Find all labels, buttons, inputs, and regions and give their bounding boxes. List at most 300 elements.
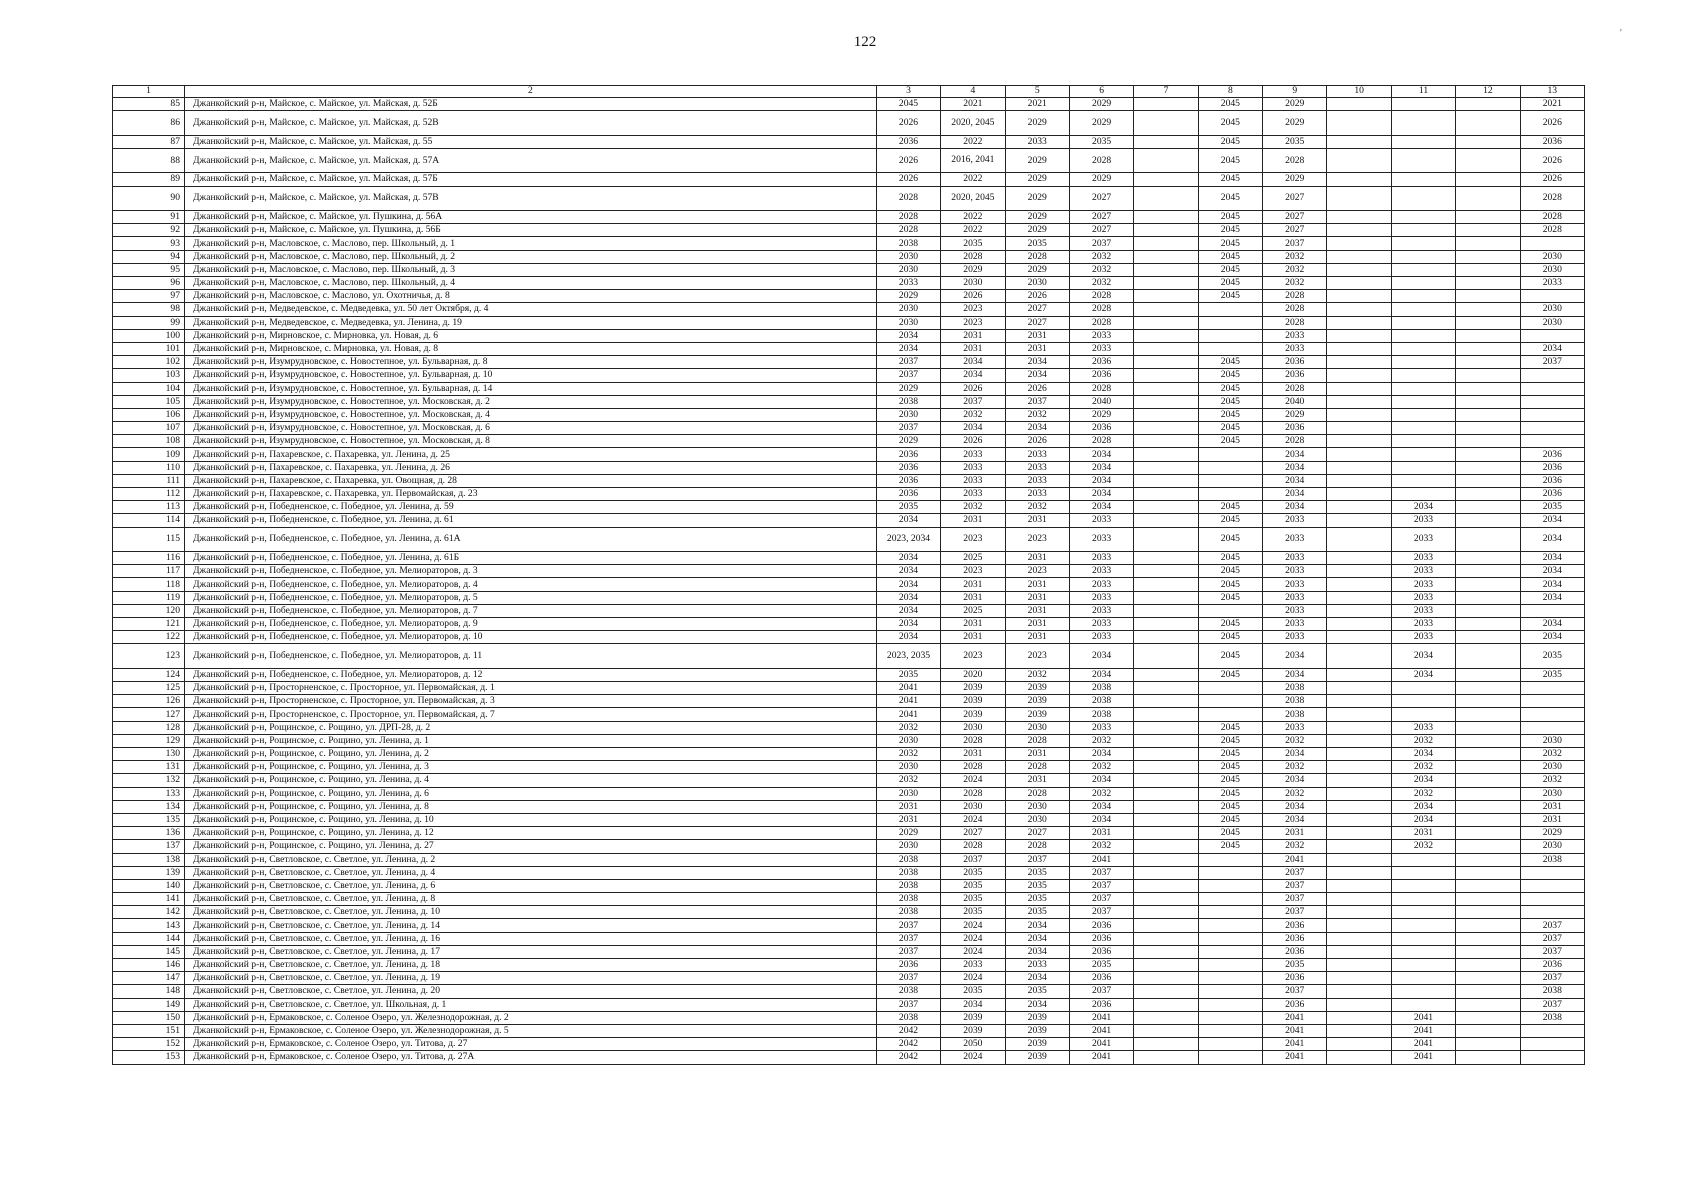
year-cell-col-11: 2033 [1391, 631, 1455, 644]
address-cell: Джанкойский р-н, Ермаковское, с. Соленое Озеро, ул. Железнодорожная, д. 2 [185, 1011, 877, 1024]
year-cell-col-5: 2030 [1005, 813, 1069, 826]
row-number-cell: 88 [113, 148, 185, 173]
year-cell-col-9: 2033 [1263, 342, 1327, 355]
year-cell-col-5: 2027 [1005, 303, 1069, 316]
row-number-cell: 143 [113, 919, 185, 932]
year-cell-col-8 [1198, 985, 1262, 998]
year-cell-col-7 [1134, 290, 1198, 303]
table-row [113, 906, 1585, 919]
year-cell-col-6: 2035 [1069, 135, 1133, 148]
year-cell-col-11: 2041 [1391, 1051, 1455, 1064]
column-number-1: 1 [113, 86, 185, 98]
year-cell-col-13: 2036 [1520, 959, 1584, 972]
year-cell-col-4: 2023 [941, 565, 1005, 578]
year-cell-col-4: 2030 [941, 800, 1005, 813]
address-cell: Джанкойский р-н, Светловское, с. Светлое, ул. Ленина, д. 4 [185, 866, 877, 879]
year-cell-col-7 [1134, 277, 1198, 290]
address-cell: Джанкойский р-н, Пахаревское, с. Пахаревка, ул. Ленина, д. 25 [185, 448, 877, 461]
year-cell-col-12 [1456, 514, 1520, 527]
year-cell-col-11 [1391, 959, 1455, 972]
year-cell-col-4: 2033 [941, 474, 1005, 487]
year-cell-col-5: 2034 [1005, 369, 1069, 382]
column-number-8: 8 [1198, 86, 1262, 98]
year-cell-col-9: 2034 [1263, 488, 1327, 501]
address-cell: Джанкойский р-н, Мирновское, с. Мирновка, ул. Новая, д. 6 [185, 329, 877, 342]
year-cell-col-11 [1391, 173, 1455, 186]
year-cell-col-3: 2035 [876, 668, 940, 681]
year-cell-col-7 [1134, 250, 1198, 263]
year-cell-col-5: 2031 [1005, 552, 1069, 565]
year-cell-col-5: 2037 [1005, 853, 1069, 866]
column-number-10: 10 [1327, 86, 1391, 98]
year-cell-col-13: 2029 [1520, 827, 1584, 840]
year-cell-col-9: 2029 [1263, 408, 1327, 421]
row-number-cell: 105 [113, 395, 185, 408]
year-cell-col-3: 2034 [876, 618, 940, 631]
year-cell-col-12 [1456, 395, 1520, 408]
year-cell-col-9: 2033 [1263, 631, 1327, 644]
year-cell-col-8 [1198, 853, 1262, 866]
year-cell-col-12 [1456, 250, 1520, 263]
year-cell-col-8: 2045 [1198, 148, 1262, 173]
year-cell-col-10 [1327, 919, 1391, 932]
year-cell-col-13 [1520, 329, 1584, 342]
year-cell-col-13: 2028 [1520, 224, 1584, 237]
year-cell-col-6: 2032 [1069, 761, 1133, 774]
year-cell-col-7 [1134, 879, 1198, 892]
year-cell-col-5: 2034 [1005, 945, 1069, 958]
year-cell-col-9: 2028 [1263, 290, 1327, 303]
year-cell-col-13: 2032 [1520, 774, 1584, 787]
year-cell-col-4: 2024 [941, 1051, 1005, 1064]
year-cell-col-5: 2034 [1005, 356, 1069, 369]
year-cell-col-12 [1456, 98, 1520, 111]
year-cell-col-13: 2038 [1520, 1011, 1584, 1024]
year-cell-col-6: 2033 [1069, 552, 1133, 565]
year-cell-col-7 [1134, 578, 1198, 591]
address-cell: Джанкойский р-н, Изумрудновское, с. Новостепное, ул. Московская, д. 6 [185, 422, 877, 435]
year-cell-col-11 [1391, 263, 1455, 276]
row-number-cell: 90 [113, 186, 185, 211]
table-row [113, 774, 1585, 787]
year-cell-col-10 [1327, 893, 1391, 906]
year-cell-col-6: 2036 [1069, 972, 1133, 985]
year-cell-col-9: 2033 [1263, 329, 1327, 342]
year-cell-col-9: 2034 [1263, 448, 1327, 461]
year-cell-col-10 [1327, 1011, 1391, 1024]
year-cell-col-6: 2034 [1069, 488, 1133, 501]
year-cell-col-8: 2045 [1198, 618, 1262, 631]
row-number-cell: 127 [113, 708, 185, 721]
table-row [113, 959, 1585, 972]
year-cell-col-5: 2028 [1005, 840, 1069, 853]
year-cell-col-13 [1520, 435, 1584, 448]
year-cell-col-3: 2034 [876, 631, 940, 644]
year-cell-col-7 [1134, 408, 1198, 421]
table-row [113, 263, 1585, 276]
column-number-3: 3 [876, 86, 940, 98]
year-cell-col-8 [1198, 1051, 1262, 1064]
year-cell-col-3: 2034 [876, 552, 940, 565]
year-cell-col-7 [1134, 552, 1198, 565]
year-cell-col-4: 2039 [941, 1024, 1005, 1037]
year-cell-col-9: 2028 [1263, 382, 1327, 395]
year-cell-col-9: 2033 [1263, 514, 1327, 527]
year-cell-col-10 [1327, 224, 1391, 237]
year-cell-col-3: 2030 [876, 734, 940, 747]
row-number-cell: 144 [113, 932, 185, 945]
year-cell-col-12 [1456, 435, 1520, 448]
year-cell-col-12 [1456, 211, 1520, 224]
year-cell-col-10 [1327, 813, 1391, 826]
year-cell-col-11 [1391, 695, 1455, 708]
year-cell-col-12 [1456, 488, 1520, 501]
year-cell-col-5: 2029 [1005, 173, 1069, 186]
year-cell-col-7 [1134, 774, 1198, 787]
address-cell: Джанкойский р-н, Победненское, с. Победное, ул. Мелиораторов, д. 3 [185, 565, 877, 578]
table-row [113, 748, 1585, 761]
year-cell-col-5: 2028 [1005, 250, 1069, 263]
year-cell-col-8 [1198, 1038, 1262, 1051]
year-cell-col-12 [1456, 695, 1520, 708]
year-cell-col-7 [1134, 787, 1198, 800]
year-cell-col-3: 2037 [876, 919, 940, 932]
year-cell-col-5: 2039 [1005, 1051, 1069, 1064]
year-cell-col-5: 2034 [1005, 932, 1069, 945]
year-cell-col-10 [1327, 565, 1391, 578]
year-cell-col-11 [1391, 408, 1455, 421]
year-cell-col-7 [1134, 1051, 1198, 1064]
row-number-cell: 96 [113, 277, 185, 290]
year-cell-col-3: 2030 [876, 408, 940, 421]
year-cell-col-6: 2041 [1069, 1051, 1133, 1064]
year-cell-col-8: 2045 [1198, 514, 1262, 527]
year-cell-col-3: 2038 [876, 866, 940, 879]
year-cell-col-4: 2032 [941, 501, 1005, 514]
address-cell: Джанкойский р-н, Майское, с. Майское, ул. Пушкина, д. 56А [185, 211, 877, 224]
column-number-5: 5 [1005, 86, 1069, 98]
year-cell-col-8 [1198, 695, 1262, 708]
table-row [113, 787, 1585, 800]
year-cell-col-8: 2045 [1198, 591, 1262, 604]
year-cell-col-10 [1327, 774, 1391, 787]
year-cell-col-7 [1134, 604, 1198, 617]
address-cell: Джанкойский р-н, Масловское, с. Маслово, пер. Школьный, д. 1 [185, 237, 877, 250]
year-cell-col-13 [1520, 1051, 1584, 1064]
table-row [113, 474, 1585, 487]
year-cell-col-8: 2045 [1198, 211, 1262, 224]
table-row [113, 501, 1585, 514]
year-cell-col-8 [1198, 1011, 1262, 1024]
year-cell-col-7 [1134, 1011, 1198, 1024]
year-cell-col-4: 2050 [941, 1038, 1005, 1051]
year-cell-col-12 [1456, 342, 1520, 355]
year-cell-col-5: 2029 [1005, 211, 1069, 224]
year-cell-col-13: 2036 [1520, 461, 1584, 474]
year-cell-col-6: 2041 [1069, 1011, 1133, 1024]
year-cell-col-7 [1134, 342, 1198, 355]
year-cell-col-9: 2041 [1263, 1024, 1327, 1037]
address-cell: Джанкойский р-н, Рощинское, с. Рощино, ул. Ленина, д. 4 [185, 774, 877, 787]
year-cell-col-12 [1456, 263, 1520, 276]
year-cell-col-8 [1198, 1024, 1262, 1037]
year-cell-col-7 [1134, 668, 1198, 681]
year-cell-col-5: 2029 [1005, 224, 1069, 237]
year-cell-col-11 [1391, 866, 1455, 879]
year-cell-col-6: 2034 [1069, 813, 1133, 826]
table-row [113, 644, 1585, 669]
year-cell-col-8: 2045 [1198, 761, 1262, 774]
year-cell-col-7 [1134, 1038, 1198, 1051]
year-cell-col-7 [1134, 734, 1198, 747]
year-cell-col-10 [1327, 422, 1391, 435]
year-cell-col-8 [1198, 682, 1262, 695]
year-cell-col-4: 2031 [941, 342, 1005, 355]
address-cell: Джанкойский р-н, Рощинское, с. Рощино, ул. Ленина, д. 27 [185, 840, 877, 853]
year-cell-col-7 [1134, 474, 1198, 487]
address-cell: Джанкойский р-н, Рощинское, с. Рощино, ул. ДРП-28, д. 2 [185, 721, 877, 734]
year-cell-col-10 [1327, 395, 1391, 408]
year-cell-col-3: 2045 [876, 98, 940, 111]
year-cell-col-9: 2032 [1263, 277, 1327, 290]
address-cell: Джанкойский р-н, Пахаревское, с. Пахаревка, ул. Первомайская, д. 23 [185, 488, 877, 501]
year-cell-col-12 [1456, 761, 1520, 774]
year-cell-col-13: 2031 [1520, 800, 1584, 813]
year-cell-col-3: 2036 [876, 135, 940, 148]
column-number-7: 7 [1134, 86, 1198, 98]
year-cell-col-3: 2041 [876, 708, 940, 721]
year-cell-col-4: 2028 [941, 840, 1005, 853]
year-cell-col-6: 2038 [1069, 708, 1133, 721]
table-row [113, 919, 1585, 932]
address-cell: Джанкойский р-н, Победненское, с. Победное, ул. Ленина, д. 61Б [185, 552, 877, 565]
year-cell-col-12 [1456, 1051, 1520, 1064]
year-cell-col-4: 2039 [941, 695, 1005, 708]
year-cell-col-6: 2033 [1069, 329, 1133, 342]
year-cell-col-11 [1391, 972, 1455, 985]
year-cell-col-8: 2045 [1198, 578, 1262, 591]
year-cell-col-6: 2033 [1069, 342, 1133, 355]
address-cell: Джанкойский р-н, Пахаревское, с. Пахаревка, ул. Ленина, д. 26 [185, 461, 877, 474]
year-cell-col-10 [1327, 695, 1391, 708]
year-cell-col-4: 2029 [941, 263, 1005, 276]
address-cell: Джанкойский р-н, Рощинское, с. Рощино, ул. Ленина, д. 2 [185, 748, 877, 761]
year-cell-col-6: 2028 [1069, 435, 1133, 448]
year-cell-col-10 [1327, 303, 1391, 316]
year-cell-col-12 [1456, 708, 1520, 721]
year-cell-col-3: 2041 [876, 695, 940, 708]
table-row [113, 591, 1585, 604]
year-cell-col-12 [1456, 148, 1520, 173]
year-cell-col-10 [1327, 591, 1391, 604]
year-cell-col-12 [1456, 329, 1520, 342]
year-cell-col-11 [1391, 945, 1455, 958]
year-cell-col-4: 2028 [941, 761, 1005, 774]
year-cell-col-11 [1391, 435, 1455, 448]
table-row [113, 382, 1585, 395]
row-number-cell: 138 [113, 853, 185, 866]
year-cell-col-3: 2029 [876, 382, 940, 395]
year-cell-col-12 [1456, 959, 1520, 972]
row-number-cell: 124 [113, 668, 185, 681]
year-cell-col-12 [1456, 827, 1520, 840]
year-cell-col-7 [1134, 135, 1198, 148]
year-cell-col-5: 2027 [1005, 316, 1069, 329]
year-cell-col-12 [1456, 565, 1520, 578]
year-cell-col-4: 2033 [941, 488, 1005, 501]
year-cell-col-4: 2022 [941, 224, 1005, 237]
year-cell-col-3: 2034 [876, 329, 940, 342]
year-cell-col-8: 2045 [1198, 356, 1262, 369]
year-cell-col-12 [1456, 111, 1520, 136]
address-cell: Джанкойский р-н, Победненское, с. Победное, ул. Мелиораторов, д. 10 [185, 631, 877, 644]
year-cell-col-4: 2024 [941, 932, 1005, 945]
year-cell-col-8 [1198, 906, 1262, 919]
year-cell-col-5: 2031 [1005, 774, 1069, 787]
table-row [113, 290, 1585, 303]
year-cell-col-13 [1520, 290, 1584, 303]
year-cell-col-5: 2030 [1005, 721, 1069, 734]
year-cell-col-9: 2033 [1263, 721, 1327, 734]
row-number-cell: 89 [113, 173, 185, 186]
year-cell-col-13: 2026 [1520, 148, 1584, 173]
year-cell-col-9: 2036 [1263, 945, 1327, 958]
year-cell-col-11: 2033 [1391, 565, 1455, 578]
year-cell-col-10 [1327, 277, 1391, 290]
year-cell-col-5: 2030 [1005, 277, 1069, 290]
year-cell-col-11: 2033 [1391, 578, 1455, 591]
address-cell: Джанкойский р-н, Светловское, с. Светлое, ул. Ленина, д. 17 [185, 945, 877, 958]
table-row [113, 734, 1585, 747]
year-cell-col-11 [1391, 682, 1455, 695]
table-row [113, 695, 1585, 708]
year-cell-col-8: 2045 [1198, 748, 1262, 761]
year-cell-col-13: 2037 [1520, 919, 1584, 932]
year-cell-col-7 [1134, 111, 1198, 136]
year-cell-col-5: 2033 [1005, 448, 1069, 461]
year-cell-col-7 [1134, 893, 1198, 906]
year-cell-col-8: 2045 [1198, 173, 1262, 186]
year-cell-col-10 [1327, 316, 1391, 329]
year-cell-col-5: 2033 [1005, 488, 1069, 501]
row-number-cell: 151 [113, 1024, 185, 1037]
year-cell-col-4: 2031 [941, 591, 1005, 604]
year-cell-col-3: 2037 [876, 998, 940, 1011]
year-cell-col-11 [1391, 135, 1455, 148]
year-cell-col-10 [1327, 552, 1391, 565]
row-number-cell: 117 [113, 565, 185, 578]
year-cell-col-4: 2037 [941, 395, 1005, 408]
row-number-cell: 116 [113, 552, 185, 565]
year-cell-col-11 [1391, 329, 1455, 342]
year-cell-col-13: 2030 [1520, 263, 1584, 276]
year-cell-col-5: 2031 [1005, 631, 1069, 644]
year-cell-col-8: 2045 [1198, 644, 1262, 669]
year-cell-col-5: 2030 [1005, 800, 1069, 813]
year-cell-col-5: 2021 [1005, 98, 1069, 111]
year-cell-col-5: 2033 [1005, 461, 1069, 474]
year-cell-col-3: 2034 [876, 604, 940, 617]
row-number-cell: 108 [113, 435, 185, 448]
table-row [113, 342, 1585, 355]
year-cell-col-13: 2035 [1520, 644, 1584, 669]
year-cell-col-5: 2039 [1005, 708, 1069, 721]
year-cell-col-11 [1391, 111, 1455, 136]
year-cell-col-11 [1391, 186, 1455, 211]
year-cell-col-7 [1134, 186, 1198, 211]
table-row [113, 827, 1585, 840]
address-cell: Джанкойский р-н, Ермаковское, с. Соленое Озеро, ул. Титова, д. 27 [185, 1038, 877, 1051]
year-cell-col-10 [1327, 356, 1391, 369]
year-cell-col-13: 2034 [1520, 631, 1584, 644]
year-cell-col-6: 2036 [1069, 945, 1133, 958]
year-cell-col-13: 2031 [1520, 813, 1584, 826]
year-cell-col-13: 2030 [1520, 761, 1584, 774]
year-cell-col-7 [1134, 263, 1198, 276]
year-cell-col-8: 2045 [1198, 135, 1262, 148]
year-cell-col-10 [1327, 879, 1391, 892]
year-cell-col-12 [1456, 290, 1520, 303]
year-cell-col-4: 2033 [941, 959, 1005, 972]
year-cell-col-13: 2033 [1520, 277, 1584, 290]
year-cell-col-4: 2024 [941, 919, 1005, 932]
year-cell-col-3: 2030 [876, 316, 940, 329]
year-cell-col-8: 2045 [1198, 631, 1262, 644]
table-row [113, 527, 1585, 552]
address-cell: Джанкойский р-н, Рощинское, с. Рощино, ул. Ленина, д. 1 [185, 734, 877, 747]
address-cell: Джанкойский р-н, Светловское, с. Светлое, ул. Ленина, д. 19 [185, 972, 877, 985]
year-cell-col-13 [1520, 395, 1584, 408]
year-cell-col-11: 2032 [1391, 734, 1455, 747]
year-cell-col-4: 2035 [941, 879, 1005, 892]
year-cell-col-4: 2023 [941, 644, 1005, 669]
year-cell-col-4: 2030 [941, 721, 1005, 734]
year-cell-col-12 [1456, 618, 1520, 631]
year-cell-col-3: 2032 [876, 721, 940, 734]
year-cell-col-4: 2027 [941, 827, 1005, 840]
table-row [113, 250, 1585, 263]
year-cell-col-11 [1391, 237, 1455, 250]
year-cell-col-4: 2022 [941, 211, 1005, 224]
year-cell-col-6: 2037 [1069, 906, 1133, 919]
year-cell-col-7 [1134, 813, 1198, 826]
year-cell-col-9: 2032 [1263, 787, 1327, 800]
year-cell-col-11: 2034 [1391, 748, 1455, 761]
year-cell-col-6: 2033 [1069, 514, 1133, 527]
year-cell-col-9: 2029 [1263, 111, 1327, 136]
year-cell-col-13: 2038 [1520, 985, 1584, 998]
year-cell-col-10 [1327, 186, 1391, 211]
table-row [113, 329, 1585, 342]
year-cell-col-5: 2033 [1005, 135, 1069, 148]
year-cell-col-11 [1391, 708, 1455, 721]
year-cell-col-9: 2038 [1263, 695, 1327, 708]
year-cell-col-8 [1198, 959, 1262, 972]
year-cell-col-10 [1327, 761, 1391, 774]
table-row [113, 111, 1585, 136]
year-cell-col-8 [1198, 945, 1262, 958]
table-row [113, 813, 1585, 826]
year-cell-col-11 [1391, 853, 1455, 866]
year-cell-col-9: 2034 [1263, 501, 1327, 514]
year-cell-col-11: 2034 [1391, 813, 1455, 826]
year-cell-col-3: 2029 [876, 827, 940, 840]
year-cell-col-6: 2041 [1069, 1038, 1133, 1051]
table-row [113, 422, 1585, 435]
year-cell-col-8 [1198, 329, 1262, 342]
year-cell-col-12 [1456, 422, 1520, 435]
table-row [113, 173, 1585, 186]
